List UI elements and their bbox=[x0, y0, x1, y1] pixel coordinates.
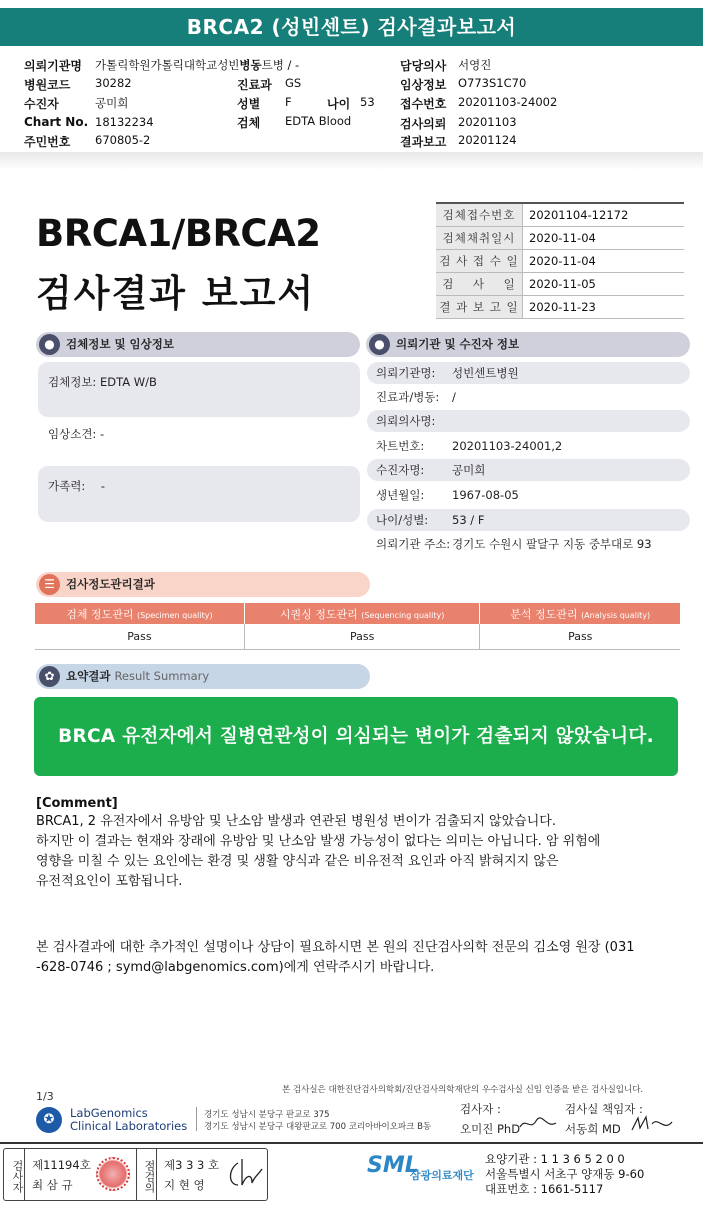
comment-title: [Comment] bbox=[36, 796, 118, 811]
info-row-value: 1967-08-05 bbox=[452, 488, 519, 502]
info-row bbox=[367, 435, 690, 457]
inspector-signature bbox=[224, 1155, 264, 1193]
test-request-value: 20201103 bbox=[458, 115, 517, 129]
contact-line: 본 검사결과에 대한 추가적인 설명이나 상담이 필요하시면 본 원의 진단검사의학 전문의 김소영 원장 (031 bbox=[36, 940, 635, 955]
info-row-label: 의뢰기관명: bbox=[376, 366, 436, 380]
footer-divider bbox=[196, 1107, 197, 1131]
institution-value: 가톨릭학원가톨릭대학교성빈병동트병 / - bbox=[95, 58, 300, 72]
date-row-value: 2020-11-23 bbox=[529, 300, 596, 314]
date-row bbox=[436, 296, 684, 319]
report-date-label: 결과보고 bbox=[400, 135, 447, 149]
lab-address-1: 경기도 성남시 분당구 판교로 375 bbox=[204, 1110, 330, 1120]
sml-info-line: 대표번호 : 1661-5117 bbox=[485, 1182, 604, 1196]
clinical-info-label: 임상정보 bbox=[400, 78, 447, 92]
address-value: 경기도 수원시 팔달구 지동 중부대로 93 bbox=[452, 537, 652, 551]
info-row bbox=[367, 362, 690, 384]
quality-table bbox=[35, 603, 680, 650]
address-label: 의뢰기관 주소: bbox=[376, 537, 451, 551]
resident-no-value: 670805-2 bbox=[95, 133, 151, 147]
info-row bbox=[367, 509, 690, 531]
date-row-label: 결 과 보 고 일 bbox=[436, 296, 523, 318]
report-title-line1: BRCA1/BRCA2 bbox=[36, 212, 321, 255]
report-date-value: 20201124 bbox=[458, 133, 517, 147]
dept-value: GS bbox=[285, 76, 302, 90]
date-row-label: 검 사 접 수 일 bbox=[436, 250, 523, 272]
age-label: 나이 bbox=[327, 97, 351, 111]
doctor-label: 담당의사 bbox=[400, 59, 447, 73]
recipient-value: 공미희 bbox=[95, 96, 129, 110]
resident-no-label: 주민번호 bbox=[24, 135, 71, 149]
lab-head-signature bbox=[630, 1114, 674, 1134]
comment-line: 영향을 미칠 수 있는 요인에는 환경 및 생활 양식과 같은 비유전적 요인과 아직 밝혀지지 않은 bbox=[36, 854, 559, 869]
info-row-label: 수진자명: bbox=[376, 463, 425, 477]
info-row-label: 생년월일: bbox=[376, 488, 425, 502]
info-row bbox=[367, 386, 690, 408]
quality-result-row bbox=[35, 624, 680, 649]
specimen-section-title: 검체정보 및 임상정보 bbox=[66, 337, 174, 351]
comment-line: 하지만 이 결과는 현재와 장래에 유방암 및 난소암 발생 가능성이 없다는 의미는 아닙니다. 암 위험에 bbox=[36, 834, 601, 849]
quality-header-row bbox=[35, 603, 680, 624]
specimen-label: 검체 bbox=[237, 116, 261, 130]
family-history-label: 가족력: bbox=[48, 479, 86, 493]
doctor-value: 서영진 bbox=[458, 58, 492, 72]
clinical-findings: 임상소견: - bbox=[48, 427, 105, 441]
specimen-info: 검체정보: EDTA W/B bbox=[48, 375, 157, 389]
sml-info-line: 서울특별시 서초구 양재동 9-60 bbox=[485, 1167, 645, 1181]
stamp-col1-no: 제11194호 bbox=[32, 1158, 91, 1172]
family-history-value: - bbox=[100, 479, 106, 493]
lab-address-2: 경기도 성남시 분당구 대왕판교로 700 코리아바이오파크 B동 bbox=[204, 1122, 432, 1132]
info-row bbox=[367, 484, 690, 506]
summary-section-header bbox=[36, 664, 370, 689]
summary-title-ko: 요약결과 bbox=[66, 669, 111, 683]
clinical-info-value: O773S1C70 bbox=[458, 76, 527, 90]
sml-info-line: 요양기관 : 1 1 3 6 5 2 0 0 bbox=[485, 1152, 625, 1166]
date-row-label: 검체채취일시 bbox=[436, 227, 523, 249]
clipboard-icon: ☰ bbox=[39, 574, 60, 595]
report-title-line2: 검사결과 보고서 bbox=[36, 272, 316, 315]
age-value: 53 bbox=[360, 95, 375, 109]
date-row-label: 검 사 일 bbox=[436, 273, 523, 295]
quality-result: Pass bbox=[480, 624, 680, 649]
date-row bbox=[436, 250, 684, 273]
date-row-value: 20201104-12172 bbox=[529, 208, 629, 222]
lab-name-line2: Clinical Laboratories bbox=[70, 1119, 188, 1133]
sml-foundation-name: 삼광의료재단 bbox=[410, 1169, 474, 1182]
date-row bbox=[436, 227, 684, 250]
date-row bbox=[436, 204, 684, 227]
tester-name: 오미진 PhD bbox=[460, 1122, 521, 1136]
date-row bbox=[436, 273, 684, 296]
comment-body bbox=[36, 812, 676, 892]
stamp-col1-vertical: 검사자 bbox=[4, 1149, 25, 1200]
labgenomics-logo: ✪ bbox=[36, 1107, 62, 1133]
comment-line: 유전적요인이 포함됩니다. bbox=[36, 874, 183, 889]
specimen-section-header bbox=[36, 332, 360, 357]
info-row-label: 차트번호: bbox=[376, 439, 425, 453]
hospital-code-value: 30282 bbox=[95, 76, 132, 90]
stamp-box bbox=[3, 1148, 268, 1201]
info-row-value: 20201103-24001,2 bbox=[452, 439, 563, 453]
red-seal-stamp bbox=[96, 1157, 130, 1191]
chart-no-label: Chart No. bbox=[24, 115, 89, 129]
dept-label: 진료과 bbox=[237, 78, 272, 92]
stamp-col2-vertical: 점검의 bbox=[136, 1149, 157, 1200]
header-shade bbox=[0, 152, 703, 170]
lab-name-line1: LabGenomics bbox=[70, 1106, 148, 1120]
quality-result: Pass bbox=[35, 624, 244, 649]
date-table bbox=[436, 202, 684, 319]
info-row-value: 53 / F bbox=[452, 513, 485, 527]
lab-head-name: 서동희 MD bbox=[565, 1122, 621, 1136]
chart-no-value: 18132234 bbox=[95, 115, 154, 129]
sex-label: 성별 bbox=[237, 97, 261, 111]
page-number: 1/3 bbox=[36, 1090, 54, 1103]
stamp-col2-no: 제3 3 3 호 bbox=[164, 1158, 220, 1172]
result-summary-box: BRCA 유전자에서 질병연관성이 의심되는 변이가 검출되지 않았습니다. bbox=[34, 697, 678, 776]
stamp-col1-name: 최 삼 규 bbox=[32, 1178, 73, 1192]
date-row-value: 2020-11-04 bbox=[529, 254, 596, 268]
tester-signature bbox=[518, 1115, 558, 1133]
report-banner: BRCA2 (성빈센트) 검사결과보고서 bbox=[0, 8, 703, 46]
lock-icon: ● bbox=[369, 334, 390, 355]
ribbon-icon: ✿ bbox=[39, 666, 60, 687]
reception-no-label: 접수번호 bbox=[400, 97, 447, 111]
info-row-label: 의뢰의사명: bbox=[376, 414, 436, 428]
quality-section-header bbox=[36, 572, 370, 597]
summary-title-en: Result Summary bbox=[114, 669, 210, 683]
lab-head-label: 검사실 책임자 : bbox=[565, 1102, 643, 1116]
family-history-box bbox=[38, 466, 360, 522]
tester-label: 검사자 : bbox=[460, 1102, 501, 1116]
contact-info bbox=[36, 938, 686, 978]
hospital-code-label: 병원코드 bbox=[24, 78, 71, 92]
reception-no-value: 20201103-24002 bbox=[458, 95, 558, 109]
info-row-label: 나이/성별: bbox=[376, 513, 429, 527]
lock-icon: ● bbox=[39, 334, 60, 355]
specimen-info-box bbox=[38, 362, 360, 417]
date-row-value: 2020-11-05 bbox=[529, 277, 596, 291]
institution-section-title: 의뢰기관 및 수진자 정보 bbox=[396, 337, 520, 351]
quality-col-header: 시퀀싱 정도관리 (Sequencing quality) bbox=[244, 603, 480, 624]
date-row-label: 검체접수번호 bbox=[436, 204, 523, 226]
institution-label: 의뢰기관명 bbox=[24, 59, 82, 73]
sex-value: F bbox=[285, 95, 292, 109]
bottom-divider bbox=[0, 1142, 703, 1144]
comment-line: BRCA1, 2 유전자에서 유방암 및 난소암 발생과 연관된 병원성 변이가 검출되지 않았습니다. bbox=[36, 814, 556, 829]
quality-col-header: 검체 정도관리 (Specimen quality) bbox=[35, 603, 244, 624]
info-row-value: 공미희 bbox=[452, 463, 486, 477]
recipient-label: 수진자 bbox=[24, 97, 59, 111]
quality-section-title: 검사정도관리결과 bbox=[66, 577, 155, 591]
info-row bbox=[367, 459, 690, 481]
quality-result: Pass bbox=[244, 624, 480, 649]
address-row bbox=[367, 533, 690, 555]
contact-line: -628-0746 ; symd@labgenomics.com)에게 연락주시기 바랍니다. bbox=[36, 960, 435, 975]
stamp-col2-name: 지 현 영 bbox=[164, 1178, 205, 1192]
sml-logo: SML bbox=[367, 1153, 419, 1178]
info-row-value: 성빈센트병원 bbox=[452, 366, 519, 380]
date-row-value: 2020-11-04 bbox=[529, 231, 596, 245]
quality-col-header: 분석 정도관리 (Analysis quality) bbox=[480, 603, 680, 624]
institution-section-header bbox=[366, 332, 690, 357]
certification-note: 본 검사실은 대한진단검사의학회/진단검사의학재단의 우수검사실 신임 인증을 받은 검사실입니다. bbox=[282, 1085, 644, 1095]
info-row-label: 진료과/병동: bbox=[376, 390, 440, 404]
specimen-value: EDTA Blood bbox=[285, 114, 352, 128]
info-row bbox=[367, 410, 690, 432]
sml-info bbox=[485, 1152, 644, 1197]
info-row-value: / bbox=[452, 390, 456, 404]
test-request-label: 검사의뢰 bbox=[400, 117, 447, 131]
